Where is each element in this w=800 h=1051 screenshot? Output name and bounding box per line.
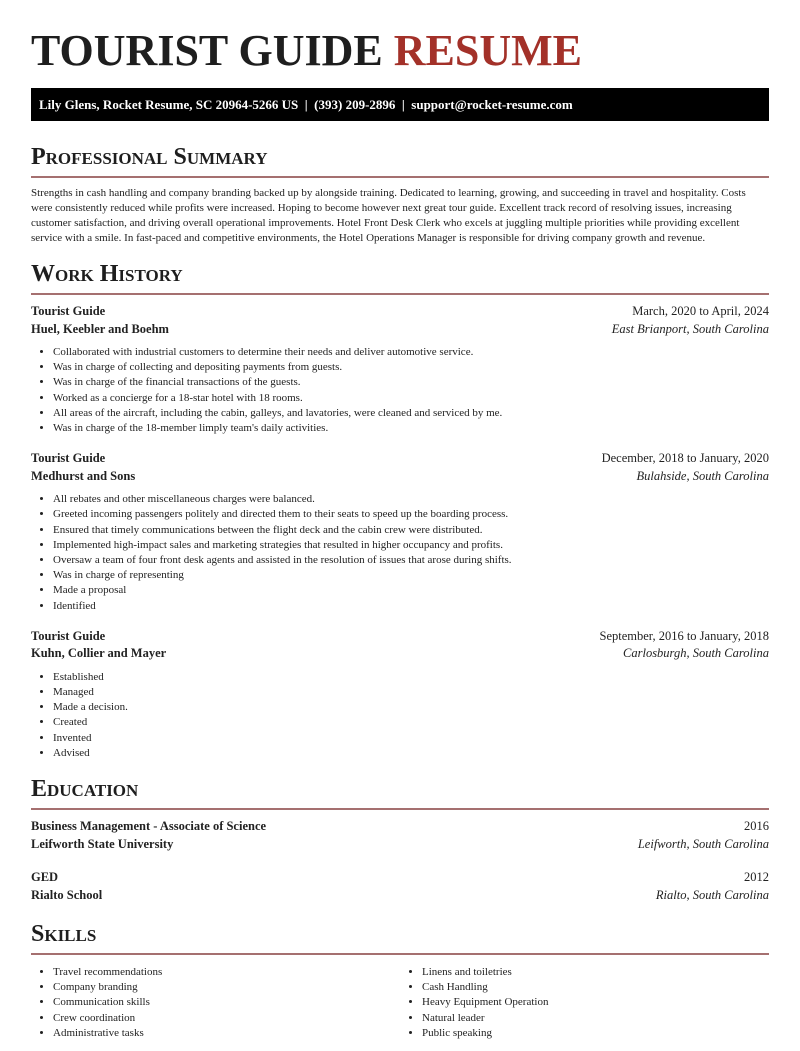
list-item: • Identified [53,599,769,614]
school-location: Leifworth, South Carolina [637,836,769,851]
skill-item: • Company branding [53,980,400,995]
section-heading: Professional Summary [31,144,268,170]
entry-row [31,645,769,663]
list-item: • Oversaw a team of four front desk agents and assisted in the resolution of issues that arose during shifts. [53,553,769,568]
job-title: Tourist Guide [31,451,106,466]
entry-row [31,303,769,321]
company-name: Medhurst and Sons [31,468,136,483]
list-item: • All areas of the aircraft, including the cabin, galleys, and lavatories, were cleaned and serviced by me. [53,406,769,421]
divider [31,293,769,295]
contact-bar: Lily Glens, Rocket Resume, SC 20964-5266 US | (393) 209-2896 | support@rocket-resume.com [31,88,769,121]
list-item: • Worked as a concierge for a 18-star hotel with 18 rooms. [53,391,769,406]
skills-list-left [31,965,400,1041]
list-item: • Managed [53,685,769,700]
skills-list-right [400,965,769,1041]
entry-row [31,818,769,836]
entry-row [31,836,769,854]
skill-item: • Communication skills [53,995,400,1010]
job-entry [31,628,769,761]
divider [31,953,769,955]
year: 2012 [744,870,769,885]
title-accent: RESUME [393,26,582,75]
skill-item: • Linens and toiletries [422,965,769,980]
contact-address: Lily Glens, Rocket Resume, SC 20964-5266 US [39,97,299,112]
skill-item: • Administrative tasks [53,1026,400,1041]
job-dates: September, 2016 to January, 2018 [599,628,769,643]
company-name: Kuhn, Collier and Mayer [31,646,167,661]
entry-row [31,628,769,646]
skill-item: • Travel recommendations [53,965,400,980]
company-name: Huel, Keebler and Boehm [31,321,169,336]
list-item: • All rebates and other miscellaneous charges were balanced. [53,492,769,507]
list-item: • Made a decision. [53,700,769,715]
skill-item: • Natural leader [422,1011,769,1026]
job-location: East Brianport, South Carolina [611,321,769,336]
job-entry [31,450,769,614]
entry-row [31,869,769,887]
work-section [31,260,769,761]
school-name: Leifworth State University [31,836,174,851]
job-bullets [31,492,769,614]
contact-email: support@rocket-resume.com [411,97,573,112]
degree: GED [31,870,59,885]
entry-row [31,321,769,339]
school-location: Rialto, South Carolina [655,887,769,902]
job-dates: March, 2020 to April, 2024 [632,304,769,318]
entry-row [31,887,769,905]
section-heading: Education [31,776,139,803]
entry-row [31,468,769,486]
education-entry [31,869,769,904]
education-entry [31,818,769,853]
skill-item: • Public speaking [422,1026,769,1041]
job-title: Tourist Guide [31,628,106,643]
list-item: • Invented [53,731,769,746]
list-item: • Greeted incoming passengers politely and directed them to their seats to speed up the boarding process. [53,507,769,522]
list-item: • Collaborated with industrial customers to determine their needs and deliver automotive service. [53,345,769,360]
contact-phone: (393) 209-2896 [314,97,396,112]
list-item: • Implemented high-impact sales and marketing strategies that resulted in higher occupancy and profits. [53,538,769,553]
job-location: Carlosburgh, South Carolina [623,646,769,661]
skill-item: • Cash Handling [422,980,769,995]
summary-text: Strengths in cash handling and company branding backed up by alongside training. Dedicated to learning, growing, and succeeding in travel and hospitality. Costs were consistently reduced while profits were increased. Hoping to become however next great tour guide. Excellent track record of resolving issues, increasing customer satisfaction, and driving overall operational improvements. Hotel Front Desk Clerk who excels at juggling multiple priorities while providing excellent service with a smile. In fast-paced and competitive environments, the Hotel Operations Manager is responsible for driving company growth and revenue. [31,187,746,244]
list-item: • Was in charge of the financial transactions of the guests. [53,375,769,390]
job-dates: December, 2018 to January, 2020 [601,451,769,466]
year: 2016 [744,819,769,834]
degree: Business Management - Associate of Science [31,819,267,834]
skill-item: • Crew coordination [53,1011,400,1026]
education-section [31,775,769,904]
job-bullets [31,670,769,761]
skill-item: • Heavy Equipment Operation [422,995,769,1010]
divider [31,808,769,810]
list-item: • Established [53,670,769,685]
list-item: • Advised [53,746,769,761]
list-item: • Ensured that timely communications between the flight deck and the cabin crew were distributed. [53,523,769,538]
divider [31,176,769,178]
list-item: • Was in charge of representing [53,568,769,583]
list-item: • Made a proposal [53,583,769,598]
job-entry [31,303,769,436]
section-heading: Work History [31,261,183,287]
entry-row [31,450,769,468]
list-item: • Was in charge of the 18-member limply team's daily activities. [53,421,769,436]
list-item: • Created [53,715,769,730]
resume-title: TOURIST GUIDE RESUME [31,26,582,75]
skills-section [31,920,769,1041]
section-heading: Skills [31,921,97,948]
summary-section [31,143,769,246]
list-item: • Was in charge of collecting and depositing payments from guests. [53,360,769,375]
job-bullets [31,345,769,436]
job-title: Tourist Guide [31,304,106,318]
school-name: Rialto School [31,887,103,902]
job-location: Bulahside, South Carolina [636,468,769,483]
